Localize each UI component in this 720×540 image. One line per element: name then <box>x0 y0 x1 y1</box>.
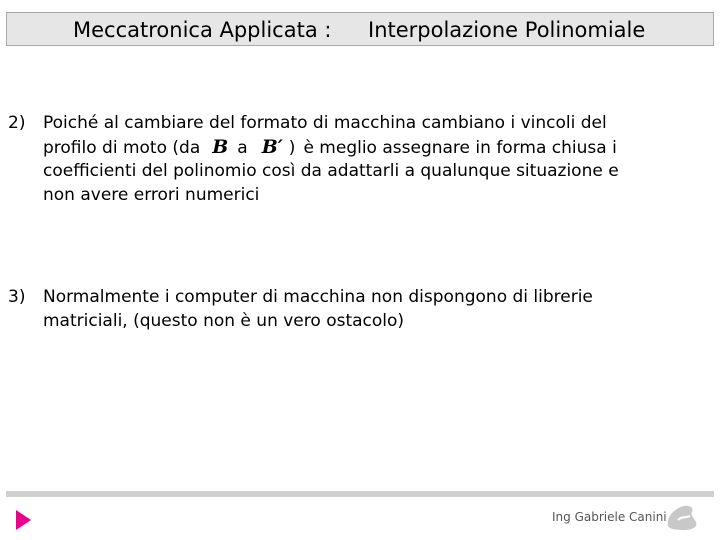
item-2-line-2 <box>8 135 668 159</box>
list-item-2 <box>8 111 668 207</box>
item-3-text-1: Normalmente i computer di macchina non dispongono di librerie <box>43 287 593 307</box>
topic-title: Interpolazione Polinomiale <box>368 18 646 42</box>
item-2-text-2-pre: profilo di moto (da <box>43 138 201 158</box>
item-2-text-2-post: è meglio assegnare in forma chiusa i <box>303 138 617 158</box>
author-label: Ing Gabriele Canini <box>552 510 667 524</box>
course-title: Meccatronica Applicata : <box>73 18 332 42</box>
item-2-text-1: Poiché al cambiare del formato di macchina cambiano i vincoli del <box>43 113 607 133</box>
next-arrow-icon[interactable] <box>16 510 31 530</box>
item-3-line-2: matriciali, (questo non è un vero ostacolo) <box>43 311 405 331</box>
title-bar <box>6 12 714 46</box>
item-3-line-1 <box>8 285 668 309</box>
symbol-b: B <box>212 136 229 158</box>
list-item-3 <box>8 285 668 333</box>
item-2-text-2-mid: a <box>237 138 248 158</box>
item-2-number: 2) <box>8 113 26 133</box>
item-2-line-1 <box>8 111 668 135</box>
item-3-number: 3) <box>8 287 26 307</box>
logo-icon <box>664 500 700 532</box>
symbol-b-prime: B′ <box>261 136 283 158</box>
item-2-close-paren: ) <box>288 138 296 158</box>
item-2-line-4: non avere errori numerici <box>43 185 260 205</box>
item-2-line-3: coefficienti del polinomio così da adattarli a qualunque situazione e <box>43 161 619 181</box>
footer-divider <box>6 491 714 497</box>
